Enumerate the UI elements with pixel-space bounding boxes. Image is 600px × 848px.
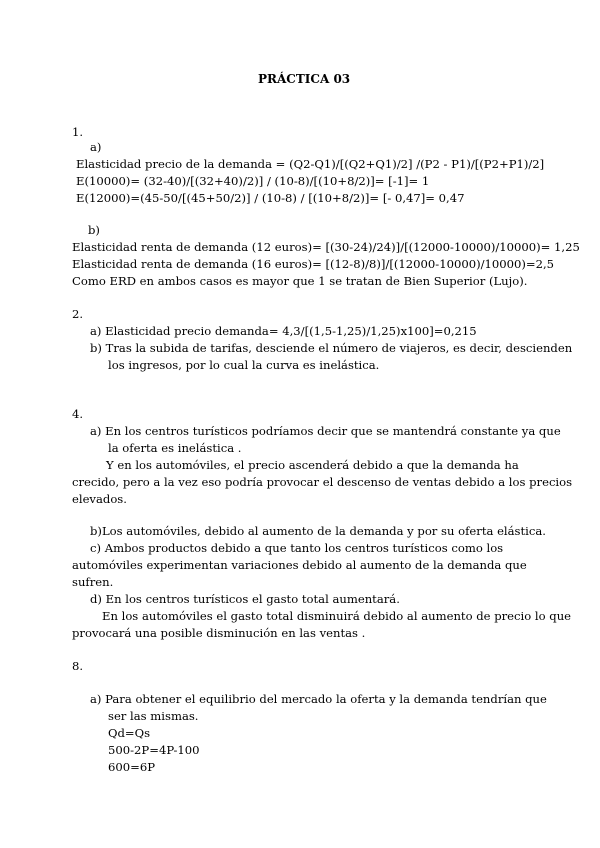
text-line: provocará una posible disminución en las ventas . xyxy=(72,626,366,640)
text-line: a) Para obtener el equilibrio del mercado la oferta y la demanda tendrían que xyxy=(90,692,547,706)
text-line: Elasticidad renta de demanda (16 euros)= [(12-8)/8)]/[(12000-10000)/10000)=2,5 xyxy=(72,257,555,271)
text-line: los ingresos, por lo cual la curva es inelástica. xyxy=(108,358,380,372)
section-number: 8. xyxy=(72,659,84,673)
text-line: Y en los automóviles, el precio ascenderá debido a que la demanda ha xyxy=(106,458,519,472)
text-line: a) En los centros turísticos podríamos decir que se mantendrá constante ya que xyxy=(90,424,561,438)
text-line: la oferta es inelástica . xyxy=(108,441,242,455)
text-line: sufren. xyxy=(72,575,114,589)
text-line: crecido, pero a la vez eso podría provocar el descenso de ventas debido a los precios xyxy=(72,475,573,489)
text-line: elevados. xyxy=(72,492,127,506)
equation-line: 600=6P xyxy=(108,760,156,774)
item-label: a) xyxy=(90,140,102,154)
section-number: 1. xyxy=(72,125,84,139)
text-line: Como ERD en ambos casos es mayor que 1 se tratan de Bien Superior (Lujo). xyxy=(72,274,528,288)
equation-line: Qd=Qs xyxy=(108,726,151,740)
text-line: d) En los centros turísticos el gasto total aumentará. xyxy=(90,592,400,606)
text-line: E(10000)= (32-40)/[(32+40)/2)] / (10-8)/[(10+8/2)]= [-1]= 1 xyxy=(76,174,430,188)
text-line: c) Ambos productos debido a que tanto los centros turísticos como los xyxy=(90,541,504,555)
text-line: En los automóviles el gasto total disminuirá debido al aumento de precio lo que xyxy=(102,609,572,623)
text-line: Elasticidad renta de demanda (12 euros)= [(30-24)/24)]/[(12000-10000)/10000)= 1,25 xyxy=(72,240,580,254)
text-line: Elasticidad precio de la demanda = (Q2-Q1)/[(Q2+Q1)/2] /(P2 - P1)/[(P2+P1)/2] xyxy=(76,157,545,171)
page-title: PRÁCTICA 03 xyxy=(258,72,351,86)
item-label: b) xyxy=(88,223,100,237)
equation-line: 500-2P=4P-100 xyxy=(108,743,200,757)
text-line: b)Los automóviles, debido al aumento de la demanda y por su oferta elástica. xyxy=(90,524,546,538)
text-line: automóviles experimentan variaciones debido al aumento de la demanda que xyxy=(72,558,527,572)
text-line: b) Tras la subida de tarifas, desciende el número de viajeros, es decir, descienden xyxy=(90,341,573,355)
text-line: a) Elasticidad precio demanda= 4,3/[(1,5-1,25)/1,25)x100]=0,215 xyxy=(90,324,477,338)
text-line: E(12000)=(45-50/[(45+50/2)] / (10-8) / [(10+8/2)]= [- 0,47]= 0,47 xyxy=(76,191,465,205)
section-number: 2. xyxy=(72,307,84,321)
section-number: 4. xyxy=(72,407,84,421)
text-line: ser las mismas. xyxy=(108,709,199,723)
